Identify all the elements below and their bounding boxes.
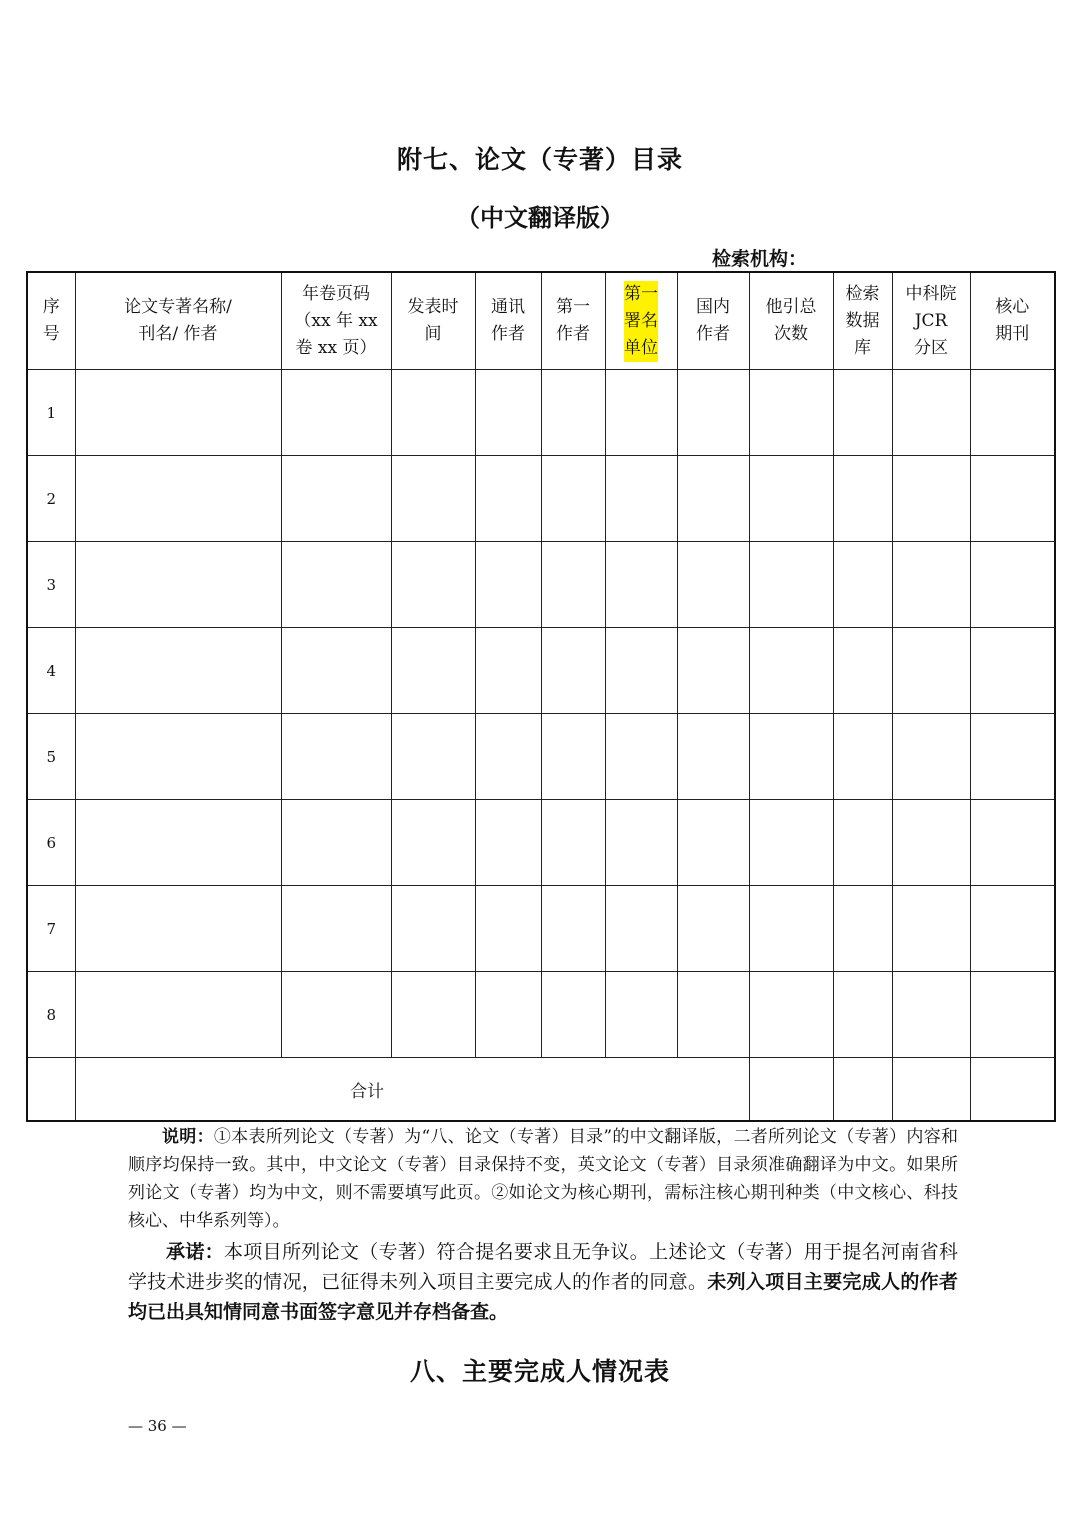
- header-line: 卷 xx 页）: [295, 337, 377, 358]
- table-cell-corresponding[interactable]: [475, 800, 541, 886]
- total-label: 合计: [75, 1058, 749, 1122]
- page-subtitle: （中文翻译版）: [456, 203, 624, 232]
- table-cell-pub_time[interactable]: [391, 456, 475, 542]
- row-number: 4: [27, 628, 75, 714]
- table-row: [27, 714, 1055, 800]
- header-line: 第一: [624, 283, 658, 304]
- header-label: [282, 281, 391, 362]
- table-cell-first_unit[interactable]: [605, 370, 677, 456]
- header-jcr: [892, 272, 970, 370]
- table-cell-volume[interactable]: [281, 714, 391, 800]
- table-cell-first_unit[interactable]: [605, 800, 677, 886]
- table-cell-citations[interactable]: [749, 456, 833, 542]
- header-line: 库: [854, 337, 871, 358]
- explanation-paragraph: [128, 1123, 958, 1235]
- header-first_author: [541, 272, 605, 370]
- header-citations: [749, 272, 833, 370]
- header-line: （xx 年 xx: [294, 310, 378, 331]
- table-cell-citations[interactable]: [749, 886, 833, 972]
- total-cell-core[interactable]: [970, 1058, 1055, 1122]
- table-cell-first_unit[interactable]: [605, 714, 677, 800]
- table-cell-core[interactable]: [970, 886, 1055, 972]
- table-cell-core[interactable]: [970, 542, 1055, 628]
- header-line: 发表时: [407, 297, 459, 317]
- header-line: 作者: [491, 324, 525, 344]
- header-label: [624, 281, 658, 362]
- table-row: [27, 370, 1055, 456]
- row-number: 8: [27, 972, 75, 1058]
- table-cell-corresponding[interactable]: [475, 370, 541, 456]
- table-cell-volume[interactable]: [281, 370, 391, 456]
- header-line: 间: [424, 324, 442, 344]
- page-number: — 36 —: [128, 1417, 187, 1435]
- table-cell-volume[interactable]: [281, 542, 391, 628]
- table-cell-first_author[interactable]: [541, 800, 605, 886]
- header-line: 刊名/ 作者: [138, 324, 218, 344]
- table-cell-pub_time[interactable]: [391, 886, 475, 972]
- header-label: [542, 294, 605, 348]
- row-number: 7: [27, 886, 75, 972]
- header-label: [834, 281, 892, 362]
- table-cell-name[interactable]: [75, 714, 281, 800]
- table-cell-domestic[interactable]: [677, 456, 749, 542]
- pledge-paragraph: [128, 1237, 958, 1327]
- table-cell-name[interactable]: [75, 456, 281, 542]
- table-cell-first_author[interactable]: [541, 972, 605, 1058]
- table-cell-name[interactable]: [75, 972, 281, 1058]
- table-cell-database[interactable]: [833, 370, 892, 456]
- table-body: [27, 370, 1055, 1122]
- table-cell-pub_time[interactable]: [391, 714, 475, 800]
- table-cell-jcr[interactable]: [892, 972, 970, 1058]
- header-line: 署名: [624, 310, 658, 331]
- table-cell-pub_time[interactable]: [391, 972, 475, 1058]
- table-row: [27, 628, 1055, 714]
- header-line: 他引总: [765, 297, 817, 317]
- search-org-label: 检索机构：: [712, 248, 808, 270]
- header-first_unit: [605, 272, 677, 370]
- table-cell-name[interactable]: [75, 370, 281, 456]
- table-cell-volume[interactable]: [281, 800, 391, 886]
- table-cell-corresponding[interactable]: [475, 456, 541, 542]
- table-cell-jcr[interactable]: [892, 456, 970, 542]
- header-line: 序: [42, 297, 60, 317]
- table-cell-corresponding[interactable]: [475, 542, 541, 628]
- header-line: 检索: [845, 283, 880, 304]
- header-line: 分区: [914, 337, 948, 358]
- row-number: 3: [27, 542, 75, 628]
- table-cell-core[interactable]: [970, 714, 1055, 800]
- table-cell-first_unit[interactable]: [605, 628, 677, 714]
- header-line: 号: [42, 324, 60, 344]
- table-cell-citations[interactable]: [749, 972, 833, 1058]
- table-cell-domestic[interactable]: [677, 714, 749, 800]
- header-label: [893, 281, 970, 362]
- table-cell-name[interactable]: [75, 800, 281, 886]
- table-cell-pub_time[interactable]: [391, 800, 475, 886]
- row-number: 1: [27, 370, 75, 456]
- header-line: JCR: [914, 310, 948, 331]
- table-cell-domestic[interactable]: [677, 886, 749, 972]
- table-cell-citations[interactable]: [749, 542, 833, 628]
- header-label: [76, 294, 281, 348]
- table-cell-core[interactable]: [970, 456, 1055, 542]
- table-cell-first_unit[interactable]: [605, 886, 677, 972]
- table-cell-first_author[interactable]: [541, 370, 605, 456]
- table-cell-name[interactable]: [75, 542, 281, 628]
- table-cell-jcr[interactable]: [892, 628, 970, 714]
- header-label: [392, 294, 475, 348]
- header-line: 单位: [624, 337, 658, 358]
- table-cell-core[interactable]: [970, 628, 1055, 714]
- table-cell-first_author[interactable]: [541, 886, 605, 972]
- row-number: 2: [27, 456, 75, 542]
- table-cell-core[interactable]: [970, 800, 1055, 886]
- table-cell-corresponding[interactable]: [475, 628, 541, 714]
- header-label: [750, 294, 833, 348]
- row-number: 6: [27, 800, 75, 886]
- header-label: [476, 294, 541, 348]
- header-line: 作者: [696, 324, 730, 344]
- header-line: 年卷页码: [302, 283, 370, 304]
- pledge-text: 本项目所列论文（专著）符合提名要求且无争议。上述论文（专著）用于提名河南省科学技术进步奖的情况，已征得未列入项目主要完成人的作者的同意。: [128, 1241, 958, 1293]
- header-line: 作者: [556, 324, 590, 344]
- table-cell-corresponding[interactable]: [475, 886, 541, 972]
- table-cell-pub_time[interactable]: [391, 542, 475, 628]
- table-cell-pub_time[interactable]: [391, 370, 475, 456]
- explanation-text: ①本表所列论文（专著）为“八、论文（专著）目录”的中文翻译版，二者所列论文（专著）内容和顺序均保持一致。其中，中文论文（专著）目录保持不变，英文论文（专著）目录须准确翻译为中文。如果所列论文（专著）均为中文，则不需要填写此页。②如论文为核心期刊，需标注核心期刊种类（中文核心、科技核心、中华系列等）。: [128, 1127, 958, 1231]
- explanation-label: 说明：: [162, 1127, 214, 1147]
- table-cell-jcr[interactable]: [892, 370, 970, 456]
- total-cell-jcr[interactable]: [892, 1058, 970, 1122]
- header-line: 次数: [774, 324, 808, 344]
- table-cell-jcr[interactable]: [892, 886, 970, 972]
- header-line: 数据: [845, 310, 880, 331]
- table-cell-database[interactable]: [833, 800, 892, 886]
- table-cell-database[interactable]: [833, 542, 892, 628]
- header-seq: [27, 272, 75, 370]
- table-header-row: [27, 272, 1055, 370]
- table-cell-database[interactable]: [833, 456, 892, 542]
- notes-section: [128, 1123, 958, 1327]
- paper-catalog-table: [26, 271, 1056, 1122]
- table-cell-name[interactable]: [75, 628, 281, 714]
- header-domestic: [677, 272, 749, 370]
- table-cell-pub_time[interactable]: [391, 628, 475, 714]
- header-pub_time: [391, 272, 475, 370]
- header-line: 第一: [556, 297, 590, 317]
- header-label: [678, 294, 749, 348]
- table-cell-citations[interactable]: [749, 628, 833, 714]
- header-core: [970, 272, 1055, 370]
- table-cell-database[interactable]: [833, 886, 892, 972]
- table-cell-core[interactable]: [970, 370, 1055, 456]
- table-cell-database[interactable]: [833, 972, 892, 1058]
- header-line: 核心: [995, 297, 1030, 317]
- header-name: [75, 272, 281, 370]
- total-cell-database[interactable]: [833, 1058, 892, 1122]
- table-row: [27, 800, 1055, 886]
- table-cell-citations[interactable]: [749, 370, 833, 456]
- table-cell-volume[interactable]: [281, 886, 391, 972]
- table-cell-corresponding[interactable]: [475, 714, 541, 800]
- table-cell-citations[interactable]: [749, 800, 833, 886]
- header-label: [971, 294, 1055, 348]
- table-cell-volume[interactable]: [281, 628, 391, 714]
- table-cell-first_unit[interactable]: [605, 542, 677, 628]
- table-cell-first_unit[interactable]: [605, 456, 677, 542]
- table-cell-first_author[interactable]: [541, 628, 605, 714]
- page-title: 附七、论文（专著）目录: [396, 145, 683, 174]
- pledge-label: 承诺：: [166, 1241, 224, 1263]
- header-line: 论文专著名称/: [124, 297, 232, 317]
- table-row: [27, 542, 1055, 628]
- table-cell-domestic[interactable]: [677, 800, 749, 886]
- header-label: [28, 294, 75, 348]
- table-cell-volume[interactable]: [281, 456, 391, 542]
- total-row: [27, 1058, 1055, 1122]
- table-cell-citations[interactable]: [749, 714, 833, 800]
- header-volume: [281, 272, 391, 370]
- table-cell-first_author[interactable]: [541, 456, 605, 542]
- table-cell-jcr[interactable]: [892, 714, 970, 800]
- header-line: 通讯: [491, 297, 525, 317]
- header-corresponding: [475, 272, 541, 370]
- table-cell-jcr[interactable]: [892, 800, 970, 886]
- table-cell-name[interactable]: [75, 886, 281, 972]
- header-line: 国内: [696, 297, 730, 317]
- table-cell-database[interactable]: [833, 628, 892, 714]
- pledge-bold-text: 未列入项目主要完成人的作者均已出具知情同意书面签字意见并存档备查。: [128, 1271, 958, 1323]
- header-line: 期刊: [995, 324, 1030, 344]
- header-line: 中科院: [905, 283, 957, 304]
- table-row: [27, 972, 1055, 1058]
- total-cell-citations[interactable]: [749, 1058, 833, 1122]
- table-cell-corresponding[interactable]: [475, 972, 541, 1058]
- table-row: [27, 886, 1055, 972]
- table-cell-core[interactable]: [970, 972, 1055, 1058]
- table-cell-domestic[interactable]: [677, 370, 749, 456]
- table-cell-first_unit[interactable]: [605, 972, 677, 1058]
- header-database: [833, 272, 892, 370]
- section-8-title: 八、主要完成人情况表: [409, 1357, 670, 1386]
- table-cell-database[interactable]: [833, 714, 892, 800]
- table-cell-jcr[interactable]: [892, 542, 970, 628]
- table-row: [27, 456, 1055, 542]
- row-number: 5: [27, 714, 75, 800]
- total-empty-cell: [27, 1058, 75, 1122]
- table-cell-domestic[interactable]: [677, 542, 749, 628]
- table-cell-domestic[interactable]: [677, 628, 749, 714]
- table-cell-domestic[interactable]: [677, 972, 749, 1058]
- table-cell-first_author[interactable]: [541, 714, 605, 800]
- table-cell-first_author[interactable]: [541, 542, 605, 628]
- table-cell-volume[interactable]: [281, 972, 391, 1058]
